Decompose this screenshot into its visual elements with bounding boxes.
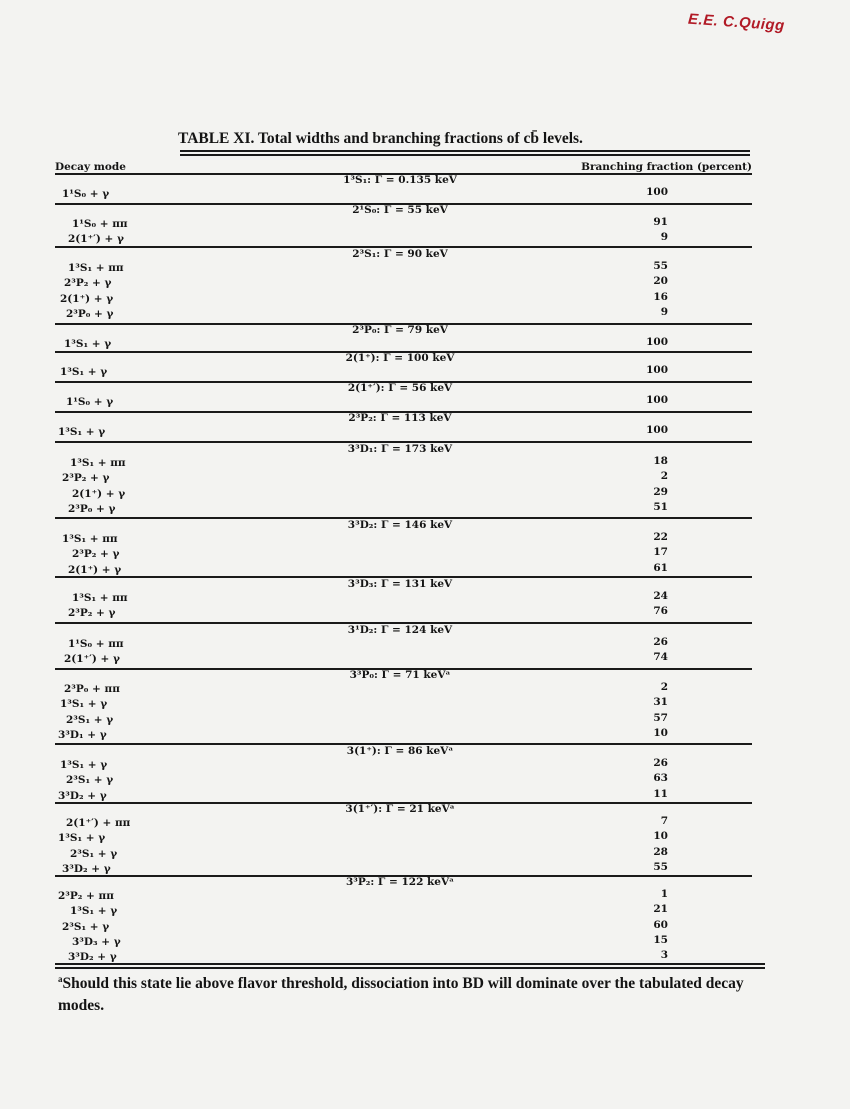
table-caption: TABLE XI. Total widths and branching fractions of cb̄ levels. [178, 130, 583, 147]
decay-mode-cell: 3³D₂ + γ [68, 951, 117, 964]
branching-fraction-cell: 60 [653, 918, 668, 931]
state-heading: 3³D₃: Γ = 131 keV [347, 578, 453, 590]
branching-fraction-cell: 31 [653, 696, 668, 709]
decay-mode-cell: 1³S₁ + ππ [72, 592, 128, 604]
decay-mode-cell: 1³S₁ + γ [58, 426, 106, 438]
branching-fraction-cell: 7 [660, 815, 668, 827]
branching-fraction-cell: 2 [660, 681, 668, 693]
state-heading: 3(1⁺′): Γ = 21 keVᵃ [345, 803, 455, 815]
decay-mode-cell: 2³P₂ + γ [72, 548, 120, 561]
decay-mode-cell: 2³P₀ + ππ [64, 683, 120, 695]
top-rule-1 [180, 150, 750, 152]
state-heading: 3³P₀: Γ = 71 keVᵃ [349, 669, 451, 681]
branching-fraction-cell: 15 [653, 933, 668, 946]
branching-fraction-cell: 74 [653, 651, 668, 664]
decay-mode-cell: 2³S₁ + γ [62, 920, 110, 933]
footnote-mark: a [58, 974, 63, 984]
decay-mode-cell: 1³S₁ + ππ [70, 457, 126, 469]
state-heading: 2(1⁺′): Γ = 56 keV [347, 382, 453, 394]
branching-fraction-cell: 9 [660, 231, 668, 244]
state-heading: 1³S₁: Γ = 0.135 keV [343, 174, 457, 186]
decay-mode-cell: 2(1⁺) + γ [60, 292, 114, 305]
branching-fraction-cell: 63 [653, 772, 668, 785]
state-heading: 2(1⁺): Γ = 100 keV [345, 352, 455, 364]
decay-mode-cell: 1³S₁ + γ [64, 338, 112, 350]
decay-mode-cell: 2(1⁺′) + γ [64, 653, 120, 666]
bottom-rule-1 [55, 963, 765, 965]
decay-mode-cell: 3³D₁ + γ [58, 728, 107, 741]
branching-fraction-cell: 16 [653, 290, 668, 303]
decay-mode-cell: 2³S₁ + γ [66, 774, 114, 787]
top-rule-2 [180, 154, 750, 156]
decay-mode-cell: 1³S₁ + γ [70, 905, 118, 918]
decay-mode-cell: 2³P₂ + γ [62, 472, 110, 485]
decay-mode-cell: 2³P₂ + γ [68, 607, 116, 620]
decay-mode-cell: 2³S₁ + γ [70, 847, 118, 860]
branching-fraction-cell: 29 [653, 485, 668, 498]
decay-mode-cell: 3³D₃ + γ [72, 935, 121, 948]
decay-mode-cell: 2(1⁺) + γ [68, 563, 122, 576]
state-heading: 2³P₂: Γ = 113 keV [348, 412, 452, 424]
branching-fraction-cell: 1 [660, 888, 668, 900]
branching-fraction-cell: 57 [653, 711, 668, 724]
branching-fraction-cell: 22 [653, 531, 668, 543]
decay-mode-cell: 1¹S₀ + γ [66, 396, 114, 408]
decay-mode-cell: 2(1⁺′) + ππ [66, 817, 131, 829]
branching-fraction-cell: 61 [653, 561, 668, 574]
state-heading: 3¹D₂: Γ = 124 keV [347, 624, 453, 636]
column-header-decay-mode: Decay mode [55, 161, 126, 173]
decay-mode-cell: 3³D₂ + γ [58, 789, 107, 802]
column-header-branching-fraction: Branching fraction (percent) [581, 161, 752, 173]
branching-fraction-cell: 55 [653, 260, 668, 272]
branching-fraction-cell: 26 [653, 757, 668, 769]
decay-mode-cell: 1³S₁ + γ [60, 759, 108, 771]
branching-fraction-cell: 100 [646, 336, 668, 348]
decay-mode-cell: 1¹S₀ + ππ [68, 638, 124, 650]
branching-fraction-cell: 24 [653, 590, 668, 602]
branching-fraction-cell: 26 [653, 636, 668, 648]
state-heading: 2³P₀: Γ = 79 keV [352, 324, 448, 336]
decay-mode-cell: 1¹S₀ + ππ [72, 218, 128, 230]
branching-fraction-cell: 91 [653, 216, 668, 228]
decay-mode-cell: 2³P₀ + γ [68, 502, 116, 515]
decay-mode-cell: 3³D₂ + γ [62, 862, 111, 875]
table-footnote [58, 968, 768, 1017]
footnote-text: Should this state lie above flavor threshold, dissociation into BD will dominate over the tabulated decay modes. [58, 975, 744, 1015]
decay-mode-cell: 2³P₂ + γ [64, 277, 112, 290]
state-heading: 3³D₂: Γ = 146 keV [347, 519, 453, 531]
branching-fraction-cell: 21 [653, 903, 668, 916]
branching-fraction-cell: 100 [646, 424, 668, 436]
branching-fraction-cell: 3 [660, 949, 668, 962]
decay-mode-cell: 1³S₁ + γ [60, 698, 108, 711]
branching-fraction-cell: 18 [653, 455, 668, 467]
handwritten-author-note: E.E. C.Quigg [687, 10, 786, 35]
branching-fraction-cell: 9 [660, 305, 668, 318]
decay-mode-cell: 2³S₁ + γ [66, 713, 114, 726]
branching-fraction-cell: 11 [653, 787, 668, 800]
decay-mode-cell: 2³P₂ + ππ [58, 890, 114, 902]
state-heading: 3(1⁺): Γ = 86 keVᵃ [346, 745, 454, 757]
branching-fraction-cell: 55 [653, 860, 668, 873]
branching-fraction-cell: 100 [646, 394, 668, 406]
branching-fraction-cell: 51 [653, 500, 668, 513]
branching-fraction-cell: 20 [653, 275, 668, 288]
branching-fraction-cell: 10 [653, 726, 668, 739]
branching-fraction-cell: 17 [653, 546, 668, 559]
decay-mode-cell: 1³S₁ + ππ [62, 533, 118, 545]
decay-mode-cell: 2(1⁺′) + γ [68, 233, 124, 246]
decay-mode-cell: 1³S₁ + ππ [68, 262, 124, 274]
decay-mode-cell: 2(1⁺) + γ [72, 487, 126, 500]
branching-fraction-cell: 28 [653, 845, 668, 858]
decay-mode-cell: 1¹S₀ + γ [62, 188, 110, 200]
state-heading: 3³D₁: Γ = 173 keV [347, 443, 453, 455]
decay-mode-cell: 1³S₁ + γ [60, 366, 108, 378]
branching-fraction-cell: 76 [653, 605, 668, 618]
state-heading: 2³S₁: Γ = 90 keV [352, 248, 448, 260]
decay-mode-cell: 2³P₀ + γ [66, 307, 114, 320]
branching-fraction-cell: 2 [660, 470, 668, 483]
branching-fraction-cell: 100 [646, 186, 668, 198]
state-heading: 2¹S₀: Γ = 55 keV [352, 204, 448, 216]
decay-mode-cell: 1³S₁ + γ [58, 832, 106, 845]
branching-fraction-cell: 100 [646, 364, 668, 376]
state-heading: 3³P₂: Γ = 122 keVᵃ [345, 876, 455, 888]
branching-fraction-cell: 10 [653, 830, 668, 843]
